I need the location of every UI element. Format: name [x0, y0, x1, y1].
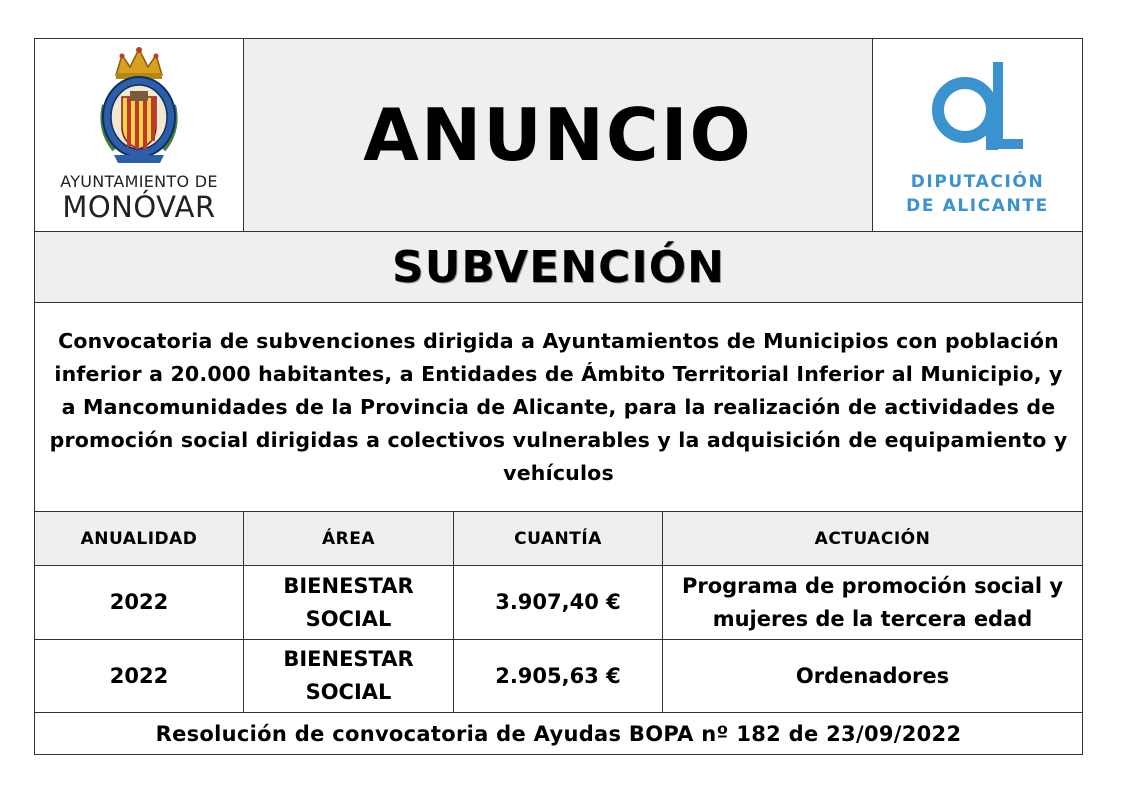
monovar-coat-of-arms-icon	[94, 45, 184, 167]
subtitle: SUBVENCIÓN	[392, 241, 725, 293]
cell-cuantia: 2.905,63 €	[454, 640, 663, 712]
cell-actuacion: Programa de promoción social y mujeres de la tercera edad	[681, 573, 1064, 631]
ayuntamiento-logo	[35, 39, 244, 231]
header-area: ÁREA	[244, 512, 454, 565]
subtitle-cell	[35, 232, 1082, 302]
cell-area: BIENESTAR SOCIAL	[244, 640, 454, 712]
ayuntamiento-line1: AYUNTAMIENTO DE	[60, 172, 218, 191]
resolution-text: Resolución de convocatoria de Ayudas BOPA nº 182 de 23/09/2022	[155, 721, 962, 746]
header-row	[35, 39, 1082, 232]
table-row	[35, 566, 1082, 640]
cell-cuantia: 3.907,40 €	[454, 566, 663, 639]
description-row	[35, 303, 1082, 512]
description-cell	[35, 303, 1082, 511]
page-title: ANUNCIO	[363, 93, 753, 177]
cell-anualidad: 2022	[35, 566, 244, 639]
announcement-sheet	[34, 38, 1083, 755]
cell-actuacion: Ordenadores	[795, 663, 950, 688]
subtitle-row	[35, 232, 1082, 303]
description-text: Convocatoria de subvenciones dirigida a Ayuntamientos de Municipios con población inferior a 20.000 habitantes, a Entidades de Ámbito Territorial Inferior al Municipio, y a Mancomunidades de la Provincia de Alicante, para la realización de actividades de promoción social dirigidas a colectivos vulnerables y la adquisición de equipamiento y vehículos	[49, 328, 1068, 485]
header-cuantia: CUANTÍA	[454, 512, 663, 565]
title-cell	[244, 39, 873, 231]
diputacion-logo	[873, 39, 1082, 231]
table-row	[35, 640, 1082, 713]
ayuntamiento-line2: MONÓVAR	[62, 190, 216, 224]
diputacion-line1: DIPUTACIÓN	[910, 172, 1045, 192]
header-actuacion: ACTUACIÓN	[814, 528, 931, 549]
footer-row	[35, 713, 1082, 754]
cell-anualidad: 2022	[35, 640, 244, 712]
diputacion-alicante-al-logo-icon	[928, 58, 1028, 158]
header-anualidad: ANUALIDAD	[35, 512, 244, 565]
diputacion-line2: DE ALICANTE	[906, 196, 1049, 216]
table-header-row	[35, 512, 1082, 566]
cell-area: BIENESTAR SOCIAL	[244, 566, 454, 639]
